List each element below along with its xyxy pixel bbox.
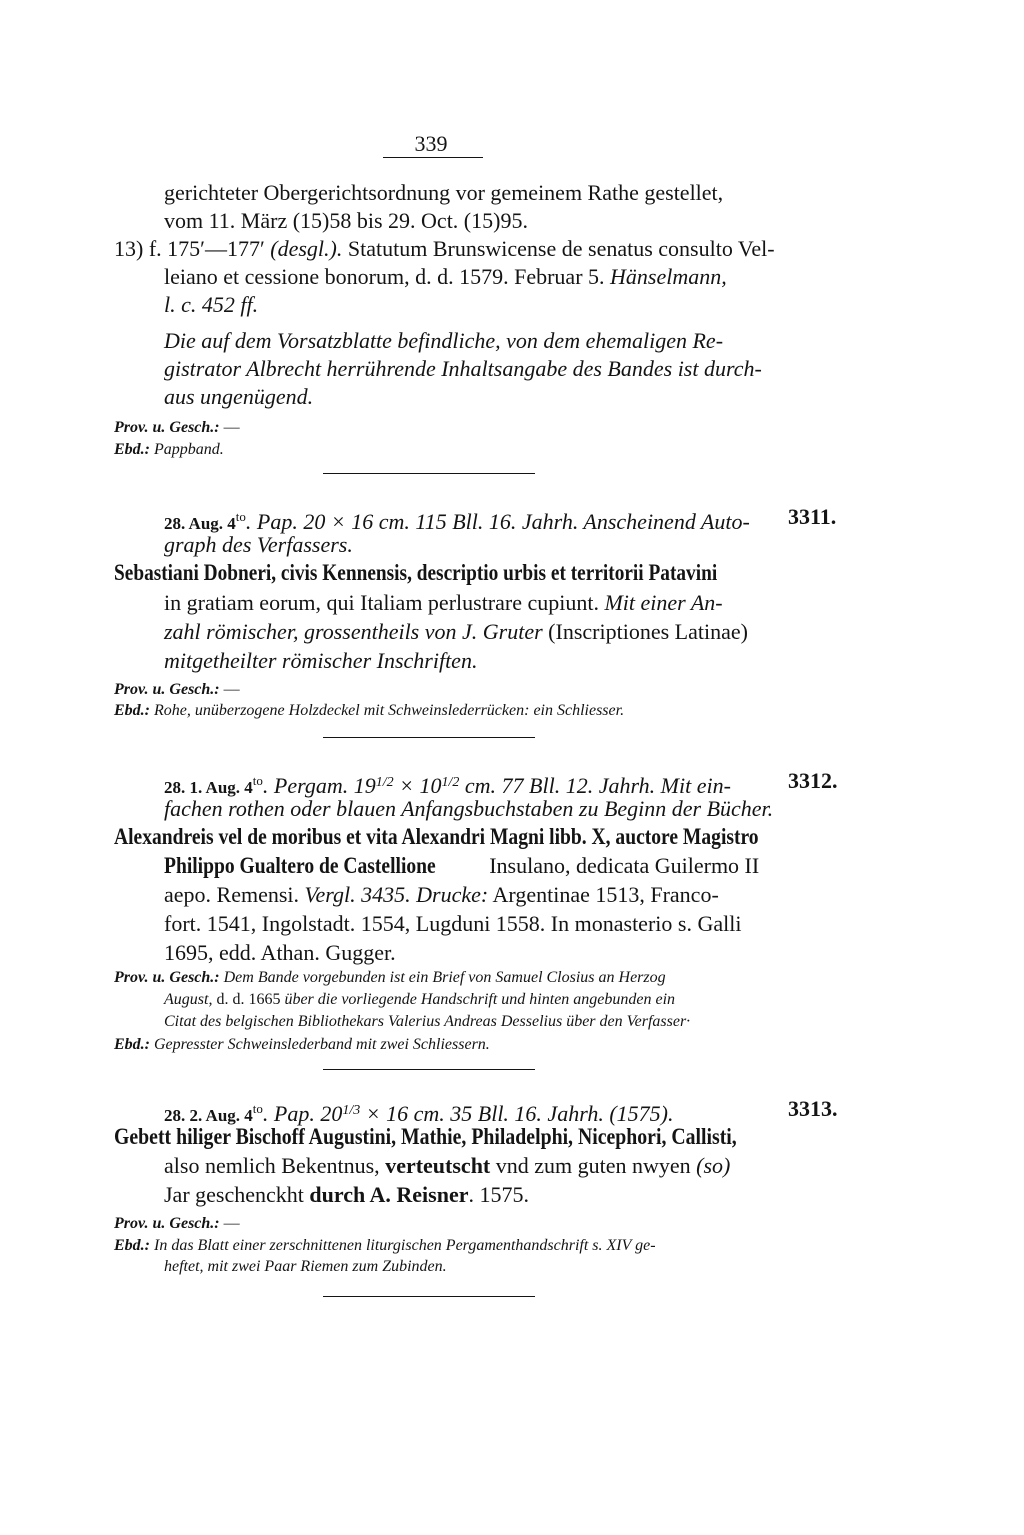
entry-3313-text-3: Jar geschenckht durch A. Reisner. 1575. (164, 1182, 529, 1207)
entry-3313-ebd-2: heftet, mit zwei Paar Riemen zum Zubinden. (164, 1258, 447, 1275)
entry-3311-text-2: zahl römischer, grossentheils von J. Gruter (Inscriptiones Latinae) (164, 619, 748, 644)
entry-3312-heading: Alexandreis vel de moribus et vita Alexandri Magni libb. X, auctore Magistro (114, 824, 759, 849)
entry-3313-ebd: Ebd.: In das Blatt einer zerschnittenen liturgischen Pergamenthandschrift s. XIV ge- (114, 1237, 656, 1254)
entry-3312-text-3: aepo. Remensi. Vergl. 3435. Drucke: Argentinae 1513, Franco- (164, 882, 719, 907)
entry-3313-number: 3313. (788, 1096, 838, 1121)
entry-3312-prov-2: August, d. d. 1665 über die vorliegende Handschrift und hinten angebunden ein (164, 991, 676, 1008)
entry-3311-prov: Prov. u. Gesch.: — (114, 681, 240, 698)
prov-line: Prov. u. Gesch.: — (114, 419, 240, 436)
entry-3311-desc-2: graph des Verfassers. (164, 532, 353, 557)
continuation-line-1: gerichteter Obergerichtsordnung vor gemeinem Rathe gestellet, (164, 180, 724, 205)
entry-3311-number: 3311. (788, 504, 837, 529)
item-13-title: Statutum Brunswicense de senatus consulto Vel- (342, 236, 775, 261)
entry-3312-desc-2: fachen rothen oder blauen Anfangsbuchstaben zu Beginn der Bücher. (164, 796, 774, 821)
item-13-desgl: (desgl.). (270, 236, 343, 261)
entry-3312-signature: 28. 1. Aug. $4^{to}$. Pergam. $19^{1/2} \times 10^{1/2}$ cm. 77 Bll. 12. Jahrh. Mit ein- (164, 773, 731, 798)
entry-3311-ebd: Ebd.: Rohe, unüberzogene Holzdeckel mit Schweinslederrücken: ein Schliesser. (114, 702, 625, 719)
entry-3312-heading-2: Philippo Gualtero de Castellione Insulano, dedicata Guilermo II (164, 853, 760, 878)
continuation-line-2: vom 11. März (15)58 bis 29. Oct. (15)95. (164, 208, 528, 233)
entry-3312-text-4: fort. 1541, Ingolstadt. 1554, Lugduni 1558. In monasterio s. Galli (164, 911, 742, 936)
entry-3313-heading: Gebett hiliger Bischoff Augustini, Mathie, Philadelphi, Nicephori, Callisti, (114, 1124, 737, 1149)
note-line-1: Die auf dem Vorsatzblatte befindliche, von dem ehemaligen Re- (164, 328, 724, 353)
entry-3312-text-5: 1695, edd. Athan. Gugger. (164, 940, 396, 965)
item-13-line-2: leiano et cessione bonorum, d. d. 1579. Februar 5. Hänselmann, (164, 264, 727, 289)
entry-3312-prov-3: Citat des belgischen Bibliothekars Valerius Andreas Desselius über den Verfasser· (164, 1013, 691, 1030)
note-line-2: gistrator Albrecht herrührende Inhaltsangabe des Bandes ist durch- (164, 356, 762, 381)
entry-3311-text-3: mitgetheilter römischer Inschriften. (164, 648, 478, 673)
item-13-line-3: l. c. 452 ff. (164, 292, 259, 317)
entry-3312-prov: Prov. u. Gesch.: Dem Bande vorgebunden ist ein Brief von Samuel Closius an Herzog (114, 969, 666, 986)
section-separator (323, 1069, 535, 1070)
entry-3313-signature: 28. 2. Aug. $4^{to}$. Pap. $20^{1/3} \times 16$ cm. 35 Bll. 16. Jahrh. (1575). (164, 1101, 674, 1126)
section-separator (323, 1296, 535, 1297)
page-number-rule (383, 157, 483, 158)
entry-3311-heading: Sebastiani Dobneri, civis Kennensis, descriptio urbis et territorii Patavini (114, 560, 718, 585)
entry-3313-prov: Prov. u. Gesch.: — (114, 1215, 240, 1232)
page-number: 339 (414, 131, 448, 156)
prov-label: Prov. u. Gesch.: (114, 419, 220, 436)
item-13-folio: 13) f. 175′—177′ (114, 236, 271, 261)
entry-3311-signature: 28. Aug. $4^{to}$. Pap. 20 × 16 cm. 115 Bll. 16. Jahrh. Anscheinend Auto- (164, 509, 750, 534)
ebd-line: Ebd.: Pappband. (114, 441, 224, 458)
section-separator (323, 737, 535, 738)
entry-3311-text-1: in gratiam eorum, qui Italiam perlustrare cupiunt. Mit einer An- (164, 590, 723, 615)
author-reference: Hänselmann, (610, 264, 727, 289)
ebd-label: Ebd.: (114, 441, 150, 458)
item-13-line (114, 236, 775, 262)
section-separator (323, 473, 535, 474)
entry-3312-ebd: Ebd.: Gepresster Schweinslederband mit zwei Schliessern. (114, 1036, 490, 1053)
entry-3313-text-2: also nemlich Bekentnus, verteutscht vnd zum guten nwyen (so) (164, 1153, 731, 1178)
entry-3312-number: 3312. (788, 768, 838, 793)
note-line-3: aus ungenügend. (164, 384, 314, 409)
